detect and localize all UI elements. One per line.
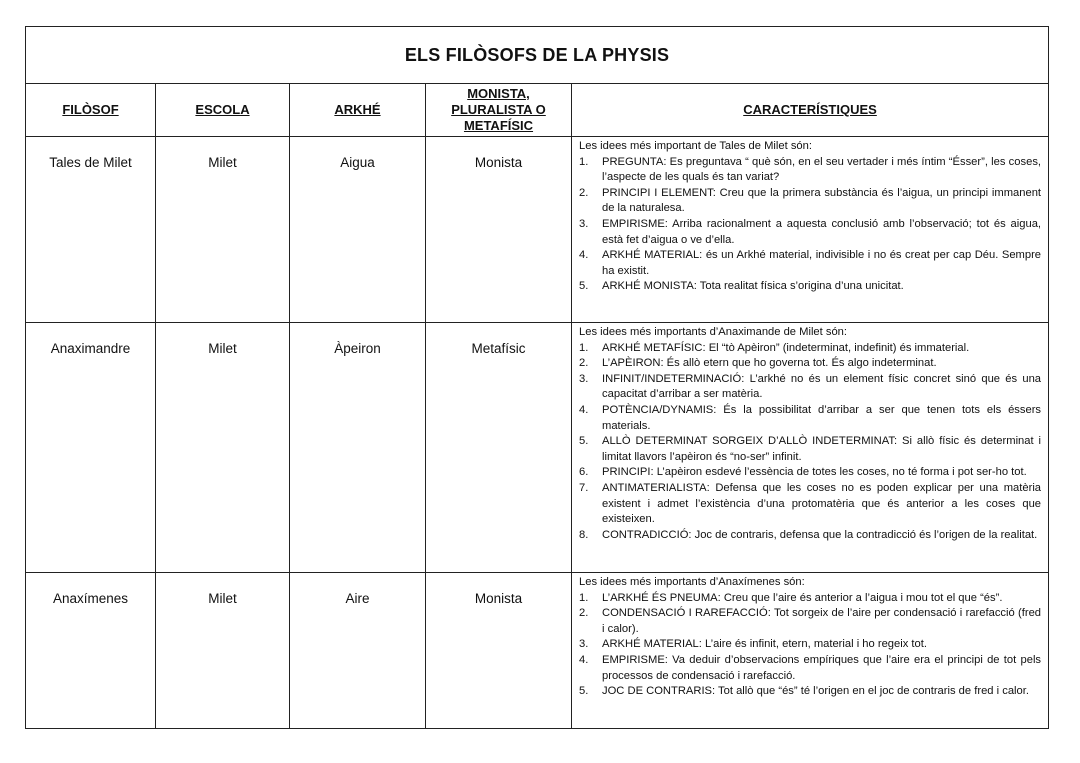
table-row xyxy=(26,573,1049,729)
cell-escola: Milet xyxy=(156,323,290,573)
list-item: 7. ANTIMATERIALISTA: Defensa que les coses no es poden explicar per una matèria existent i admet l’existència d’una protomatèria que és anterior a les coses que existeixen. xyxy=(579,481,1042,526)
list-item: 1. ARKHÉ METAFÍSIC: El “tò Apèiron” (indeterminat, indefinit) és immaterial. xyxy=(579,341,970,354)
list-item: 2. PRINCIPI I ELEMENT: Creu que la primera substància és l’aigua, un principi immanent de la naturalesa. xyxy=(579,186,1042,215)
cell-filosof: Tales de Milet xyxy=(26,137,156,323)
list-item: 6. PRINCIPI: L’apèiron esdevé l’essència de totes les coses, no té forma i pot ser-ho tot. xyxy=(579,466,1027,479)
list-item: 4. ARKHÉ MATERIAL: és un Arkhé material, indivisible i no és creat per cap Déu. Sempre ha existit. xyxy=(579,249,1042,277)
cell-arkhe: Aire xyxy=(290,573,426,729)
characteristics-list xyxy=(579,341,1041,544)
list-item: 3. EMPIRISME: Arriba racionalment a aquesta conclusió amb l’observació; tot és aigua, està fet d’aigua o ve d’ella. xyxy=(579,217,1042,246)
list-item: 5. ARKHÉ MONISTA: Tota realitat física s’origina d’una unicitat. xyxy=(579,280,904,293)
header-arkhe: ARKHÉ xyxy=(290,84,426,137)
cell-escola: Milet xyxy=(156,137,290,323)
cell-arkhe: Aigua xyxy=(290,137,426,323)
cell-arkhe: Àpeiron xyxy=(290,323,426,573)
list-item: 1. L’ARKHÉ ÉS PNEUMA: Creu que l’aire és anterior a l’aigua i mou tot el que “és”. xyxy=(579,591,1003,604)
characteristics-list xyxy=(579,155,1041,295)
list-item: 5. JOC DE CONTRARIS: Tot allò que “és” té l’origen en el joc de contraris de fred i calor. xyxy=(579,685,1029,698)
list-item: 4. POTÈNCIA/DYNAMIS: És la possibilitat d’arribar a ser que tenen tots els éssers materials. xyxy=(579,403,1042,432)
header-row xyxy=(26,84,1049,137)
cell-filosof: Anaxímenes xyxy=(26,573,156,729)
cell-caracteristiques xyxy=(572,137,1049,323)
list-item: 1. PREGUNTA: Es preguntava “ què són, en el seu vertader i més íntim “Ésser”, les coses, l’aspecte de les quals és tan variat? xyxy=(579,155,1042,184)
cell-escola: Milet xyxy=(156,573,290,729)
cell-filosof: Anaximandre xyxy=(26,323,156,573)
philosophers-table xyxy=(25,26,1049,729)
header-tipus: MONISTA, PLURALISTA O METAFÍSIC xyxy=(426,84,572,137)
cell-tipus: Metafísic xyxy=(426,323,572,573)
header-caracteristiques: CARACTERÍSTIQUES xyxy=(572,84,1049,137)
list-item: 2. CONDENSACIÓ I RAREFACCIÓ: Tot sorgeix de l’aire per condensació i rarefacció (fred i calor). xyxy=(579,607,1042,635)
list-item: 2. L’APÈIRON: És allò etern que ho governa tot. És algo indeterminat. xyxy=(579,357,937,370)
table-row xyxy=(26,323,1049,573)
list-item: 8. CONTRADICCIÓ: Joc de contraris, defensa que la contradicció és l’origen de la realitat. xyxy=(579,528,1038,541)
characteristics-intro: Les idees més importants d’Anaximande de Milet són: xyxy=(579,326,848,338)
list-item: 3. INFINIT/INDETERMINACIÓ: L’arkhé no és un element físic concret sinó que és una capacitat d’arribar a ser matèria. xyxy=(579,372,1042,401)
header-escola: ESCOLA xyxy=(156,84,290,137)
header-filosof: FILÒSOF xyxy=(26,84,156,137)
table-title: ELS FILÒSOFS DE LA PHYSIS xyxy=(26,27,1049,84)
cell-caracteristiques xyxy=(572,323,1049,573)
characteristics-list xyxy=(579,591,1041,700)
characteristics-intro: Les idees més important de Tales de Milet són: xyxy=(579,140,812,152)
cell-caracteristiques xyxy=(572,573,1049,729)
list-item: 3. ARKHÉ MATERIAL: L’aire és infinit, etern, material i ho regeix tot. xyxy=(579,638,927,651)
list-item: 5. ALLÒ DETERMINAT SORGEIX D’ALLÒ INDETERMINAT: Si allò físic és determinat i limitat llavors l’apèiron és “no-ser” infinit. xyxy=(579,435,1042,463)
table-row xyxy=(26,137,1049,323)
cell-tipus: Monista xyxy=(426,573,572,729)
cell-tipus: Monista xyxy=(426,137,572,323)
list-item: 4. EMPIRISME: Va deduir d’observacions empíriques que l’aire era el principi de tot pels processos de condensació i rarefacció. xyxy=(579,653,1042,682)
characteristics-intro: Les idees més importants d’Anaxímenes són: xyxy=(579,576,805,588)
